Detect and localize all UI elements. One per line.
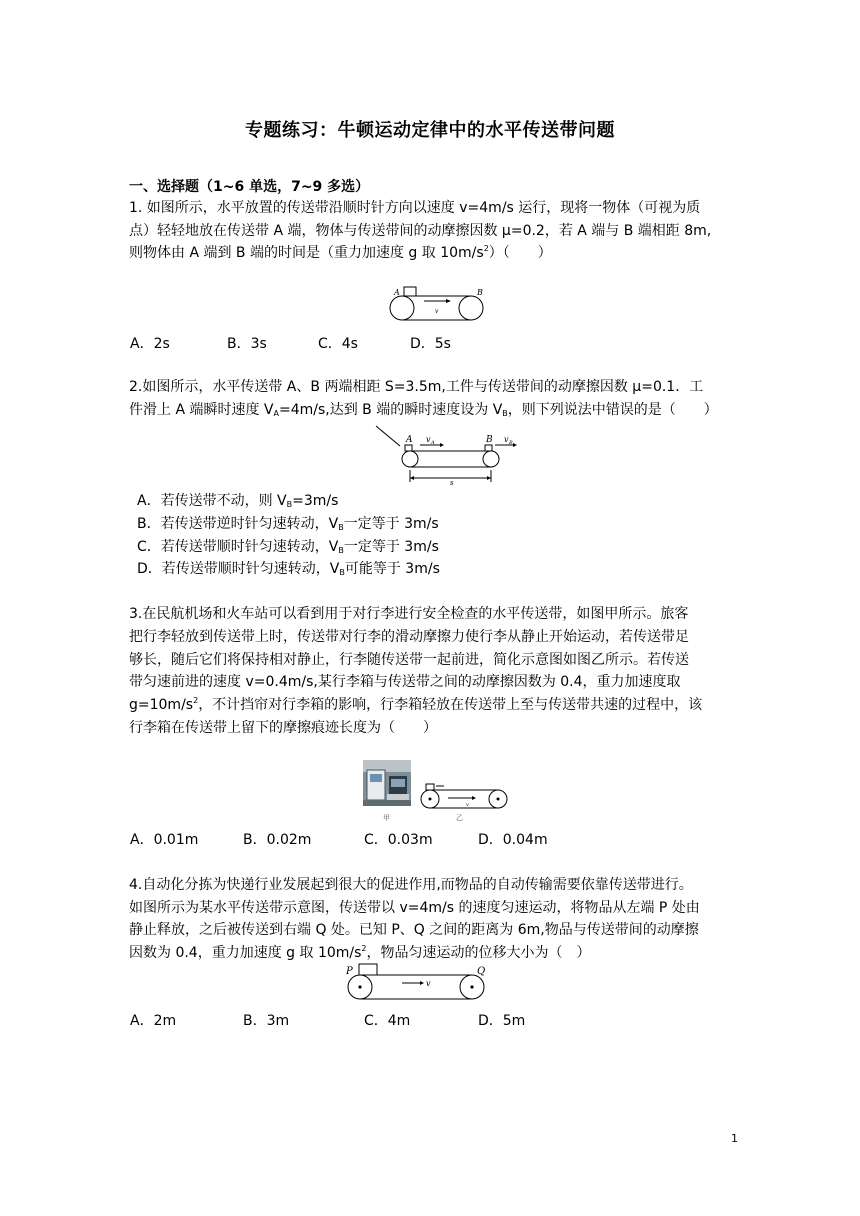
q2-option-c: C．若传送带顺时针匀速转动，$V_B$一定等于 3m/s (137, 539, 439, 555)
conveyor-belt (348, 975, 484, 999)
q3-option-b: B．0.02m (243, 832, 312, 848)
q4-option-a: A．2m (130, 1013, 177, 1029)
q4-text-line-2: 如图所示为某水平传送带示意图，传送带以 v=4m/s 的速度匀速运动，将物品从左端 P 处由 (129, 900, 700, 916)
label-s: s (450, 479, 454, 487)
q3-text-line-6: 行李箱在传送带上留下的摩擦痕迹长度为（ ） (129, 720, 437, 736)
q4-option-c: C．4m (364, 1013, 411, 1029)
label-b: B (477, 288, 483, 297)
q2-text-line-1: 2.如图所示，水平传送带 A、B 两端相距 S=3.5m,工件与传送带间的动摩擦因数 μ=0.1．工 (129, 379, 704, 395)
label-v: v (426, 979, 431, 988)
q3-text-line-3: 够长，随后它们将保持相对静止，行李随传送带一起前进，简化示意图如图乙所示。若传送 (129, 652, 689, 668)
luggage-block (426, 784, 434, 790)
q4-text-line-4: 因数为 0.4，重力加速度 g 取 $10m/s^2$，物品匀速运动的位移大小为（ ） (129, 944, 591, 961)
q4-text-line-3: 静止释放，之后被传送到右端 Q 处。已知 P、Q 之间的距离为 6m,物品与传送带间的动摩擦 (129, 922, 699, 938)
svg-text:A: A (431, 440, 435, 446)
q1-option-b: B．3s (227, 336, 267, 352)
label-vb: v (504, 435, 509, 444)
q3-option-d: D．0.04m (478, 832, 548, 848)
q1-text-line-1: 1. 如图所示，水平放置的传送带沿顺时针方向以速度 v=4m/s 运行，现将一物体（可视为质 (129, 200, 701, 216)
q3-option-a: A．0.01m (130, 832, 199, 848)
label-b: B (486, 435, 493, 445)
q1-conveyor-figure (380, 284, 490, 326)
q2-option-b: B．若传送带逆时针匀速转动，$V_B$一定等于 3m/s (137, 516, 439, 532)
label-v: v (435, 308, 439, 315)
label-p: P (346, 966, 353, 977)
q4-option-b: B．3m (243, 1013, 290, 1029)
q2-option-a: A．若传送带不动，则 $V_B=3m/s$ (137, 493, 339, 509)
q2-option-d: D．若传送带顺时针匀速转动，$V_B$可能等于 3m/s (137, 561, 440, 577)
label-q: Q (477, 966, 486, 977)
label-a: A (406, 435, 413, 445)
q4-text-line-1: 4.自动化分拣为快递行业发展起到很大的促进作用,而物品的自动传输需要依靠传送带进行。 (129, 877, 693, 893)
q1-option-c: C．4s (318, 336, 358, 352)
q3-option-c: C．0.03m (364, 832, 433, 848)
q4-conveyor-figure (340, 962, 490, 1004)
svg-text:B: B (509, 440, 513, 446)
q1-text-line-3: 则物体由 A 端到 B 端的时间是（重力加速度 g 取 $10m/s^2$）（ ） (129, 244, 552, 261)
q3-text-line-4: 带匀速前进的速度 v=0.4m/s,某行李箱与传送带之间的动摩擦因数为 0.4，重力加速度取 (129, 674, 681, 690)
q2-conveyor-figure (370, 422, 520, 488)
q3-conveyor-figure (416, 780, 512, 822)
conveyor-belt (402, 451, 499, 467)
page-number: 1 (731, 1132, 738, 1145)
q1-option-a: A．2s (130, 336, 170, 352)
page-title: 专题练习：牛顿运动定律中的水平传送带问题 (245, 120, 615, 141)
q3-text-line-5: $g=10m/s^2$，不计挡帘对行李箱的影响，行李箱轻放在传送带上至与传送带共速的过程中，该 (129, 696, 703, 713)
conveyor-belt (421, 790, 507, 808)
label-a: A (394, 288, 400, 297)
label-yi: 乙 (456, 814, 463, 822)
section-heading: 一、选择题（1~6 单选，7~9 多选） (129, 179, 370, 195)
q4-option-d: D．5m (478, 1013, 526, 1029)
q1-text-line-2: 点）轻轻地放在传送带 A 端，物体与传送带间的动摩擦因数 μ=0.2，若 A 端与 B 端相距 8m, (129, 223, 712, 239)
workpiece-at-a (405, 445, 412, 451)
q3-text-line-2: 把行李轻放到传送带上时，传送带对行李的滑动摩擦力使行李从静止开始运动，若传送带足 (129, 629, 689, 645)
workpiece-at-b (485, 445, 492, 451)
q3-text-line-1: 3.在民航机场和火车站可以看到用于对行李进行安全检查的水平传送带，如图甲所示。旅客 (129, 606, 689, 622)
q2-text-line-2: 件滑上 A 端瞬时速度 $V_A=4m/s$,达到 B 端的瞬时速度设为 $V_B$，则下列说法中错误的是（ ） (129, 402, 718, 418)
object-block (404, 287, 416, 296)
label-va: v (426, 435, 431, 444)
incline-ramp (376, 426, 400, 446)
label-v: v (466, 802, 469, 808)
label-jia: 甲 (383, 814, 390, 822)
q3-photo-security-scanner (363, 760, 411, 822)
q1-option-d: D．5s (410, 336, 451, 352)
package-block (359, 964, 377, 975)
